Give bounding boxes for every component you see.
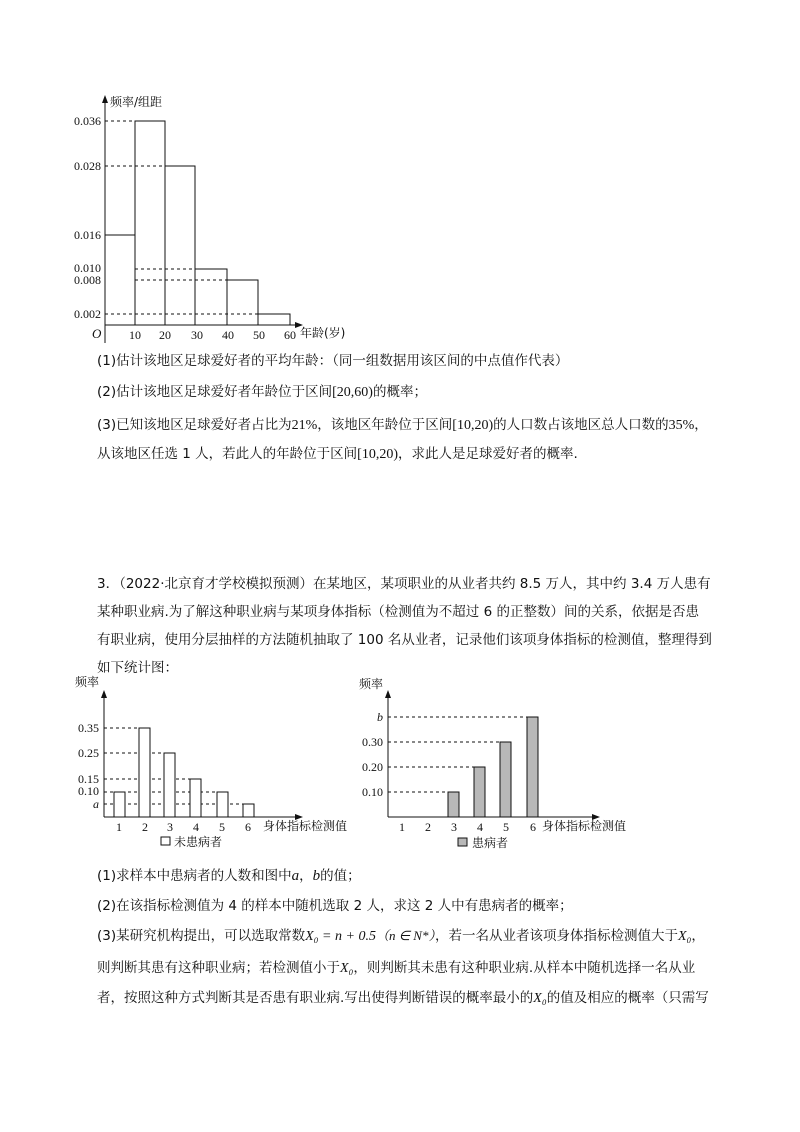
xtick-2: 2 bbox=[142, 820, 148, 834]
y-axis-arrow-icon bbox=[385, 690, 391, 698]
q3-part3-text-a: (3)某研究机构提出，可以选取常数 bbox=[97, 928, 306, 944]
ytick-b: b bbox=[377, 710, 383, 724]
ytick-0036: 0.036 bbox=[74, 114, 101, 128]
xtick-3: 3 bbox=[451, 820, 457, 834]
q3-part3-text-d: 则判断其患有这种职业病；若检测值小于 bbox=[97, 960, 340, 976]
x-axis-label: 年龄(岁) bbox=[300, 326, 346, 340]
ytick-025: 0.25 bbox=[78, 746, 99, 760]
q2-part3-interval2: [10,20) bbox=[357, 447, 398, 462]
bar-0-10 bbox=[105, 235, 135, 325]
q3-part3-line1 bbox=[97, 926, 705, 947]
q3-part3-x0-a: X₀ bbox=[677, 929, 692, 944]
bar-50-60 bbox=[258, 314, 290, 325]
q3-part3-line2 bbox=[97, 958, 695, 979]
q3-part1-var-b: b bbox=[312, 868, 321, 884]
xtick-20: 20 bbox=[159, 328, 171, 342]
q3-part2: (2)在该指标检测值为 4 的样本中随机选取 2 人，求这 2 人中有患病者的概率； bbox=[97, 898, 573, 914]
xtick-1: 1 bbox=[116, 820, 122, 834]
q3-part3-text-f: 者，按照这种方式判断其是否患有职业病.写出使得判断错误的概率最小的 bbox=[97, 990, 534, 1006]
x-axis-label: 身体指标检测值 bbox=[263, 819, 348, 833]
y-axis-label: 频率 bbox=[359, 677, 384, 691]
x-axis-label: 身体指标检测值 bbox=[542, 819, 627, 833]
ytick-035: 0.35 bbox=[78, 721, 99, 735]
q3-part1-text-b: 的值； bbox=[320, 868, 361, 884]
q2-part2-text-a: (2)估计该地区足球爱好者年龄位于区间 bbox=[97, 384, 333, 400]
q3-part3-text-g: 的值及相应的概率（只需写 bbox=[546, 990, 709, 1006]
xtick-6: 6 bbox=[530, 820, 536, 834]
bar-4 bbox=[474, 767, 485, 817]
xtick-4: 4 bbox=[193, 820, 199, 834]
age-histogram bbox=[0, 0, 800, 360]
xtick-10: 10 bbox=[129, 328, 141, 342]
sick-frequency-chart bbox=[0, 670, 800, 870]
q3-part1-text-a: (1)求样本中患病者的人数和图中 bbox=[97, 868, 292, 884]
q2-part2-text-b: 的概率； bbox=[372, 384, 427, 400]
q2-part3-line1 bbox=[97, 415, 708, 436]
xtick-3: 3 bbox=[167, 820, 173, 834]
bar-10-20 bbox=[135, 121, 165, 325]
ytick-a: a bbox=[93, 797, 99, 811]
bar-5 bbox=[500, 742, 511, 817]
xtick-5: 5 bbox=[219, 820, 225, 834]
q2-part3-pct1: 21% bbox=[291, 418, 318, 433]
legend-label: 患病者 bbox=[472, 836, 509, 850]
q2-part3-line2 bbox=[97, 444, 578, 465]
xtick-6: 6 bbox=[245, 820, 251, 834]
q2-part3-text-c: 的人口数占该地区总人口数的 bbox=[493, 417, 669, 433]
ytick-010: 0.10 bbox=[362, 785, 383, 799]
q2-part3-pct2: 35% bbox=[668, 418, 695, 433]
bar-40-50 bbox=[227, 280, 258, 325]
ytick-0028: 0.028 bbox=[74, 159, 101, 173]
xtick-1: 1 bbox=[399, 820, 405, 834]
ytick-0008: 0.008 bbox=[74, 273, 101, 287]
origin-label: O bbox=[92, 326, 102, 341]
q2-part2-interval: [20,60) bbox=[332, 385, 373, 400]
bar-30-40 bbox=[195, 269, 227, 325]
q2-part3-text-b: ，该地区年龄位于区间 bbox=[317, 417, 453, 433]
xtick-40: 40 bbox=[222, 328, 234, 342]
ytick-0002: 0.002 bbox=[74, 307, 101, 321]
ytick-010: 0.10 bbox=[78, 784, 99, 798]
ytick-0016: 0.016 bbox=[74, 228, 101, 242]
legend-label: 未患病者 bbox=[174, 835, 223, 849]
q2-part2 bbox=[97, 382, 427, 403]
q3-part3-line3 bbox=[97, 988, 709, 1009]
ytick-0010: 0.010 bbox=[74, 261, 101, 275]
y-axis-label: 频率/组距 bbox=[110, 95, 163, 109]
xtick-4: 4 bbox=[477, 820, 483, 834]
q3-part3-condition: （n ∈ N*） bbox=[375, 928, 435, 943]
xtick-50: 50 bbox=[253, 328, 265, 342]
y-axis-label: 频率 bbox=[75, 675, 100, 689]
q2-part3-text-f: ，求此人是足球爱好者的概率. bbox=[398, 446, 578, 462]
q3-part3-formula: X₀ = n + 0.5 bbox=[305, 929, 376, 944]
bar-20-30 bbox=[165, 166, 195, 325]
q3-part3-x0-c: X₀ bbox=[533, 991, 547, 1006]
y-axis-arrow-icon bbox=[102, 95, 108, 103]
q3-part3-x0-b: X₀ bbox=[340, 961, 354, 976]
q3-part3-text-b: ，若一名从业者该项身体指标检测值大于 bbox=[434, 928, 678, 944]
q3-part1-sep: ， bbox=[299, 868, 313, 884]
ytick-030: 0.30 bbox=[362, 735, 383, 749]
q2-part1: (1)估计该地区足球爱好者的平均年龄：（同一组数据用该区间的中点值作代表） bbox=[97, 353, 569, 369]
q2-part3-text-a: (3)已知该地区足球爱好者占比为 bbox=[97, 417, 292, 433]
q3-part1 bbox=[97, 866, 361, 886]
bar-3 bbox=[448, 792, 459, 817]
ytick-015: 0.15 bbox=[78, 772, 99, 786]
ytick-020: 0.20 bbox=[362, 760, 383, 774]
q2-part3-interval1: [10,20) bbox=[452, 418, 494, 433]
q2-part3-text-e: 从该地区任选 1 人，若此人的年龄位于区间 bbox=[97, 446, 358, 462]
q2-part3-text-d: ， bbox=[694, 417, 708, 433]
q3-intro: 3．（2022·北京育才学校模拟预测）在某地区，某项职业的从业者共约 8.5 万人，其中约 3.4 万人患有某种职业病.为了解这种职业病与某项身体指标（检测值为不超过 6 的正整数）间的关系，依据是否患有职业病，使用分层抽样的方法随机抽取了 100 名从业者，记录他们该项身体指标的检测值，整理得到如下统计图： bbox=[97, 576, 712, 676]
q3-part3-text-e: ，则判断其未患有这种职业病.从样本中随机选择一名从业 bbox=[353, 960, 696, 976]
q3-part1-var-a: a bbox=[291, 868, 300, 884]
legend-swatch bbox=[458, 838, 467, 846]
xtick-30: 30 bbox=[191, 328, 203, 342]
xtick-60: 60 bbox=[284, 328, 296, 342]
xtick-2: 2 bbox=[425, 820, 431, 834]
xtick-5: 5 bbox=[503, 820, 509, 834]
bar-6 bbox=[527, 717, 538, 817]
q3-part3-text-c: ， bbox=[691, 928, 705, 944]
